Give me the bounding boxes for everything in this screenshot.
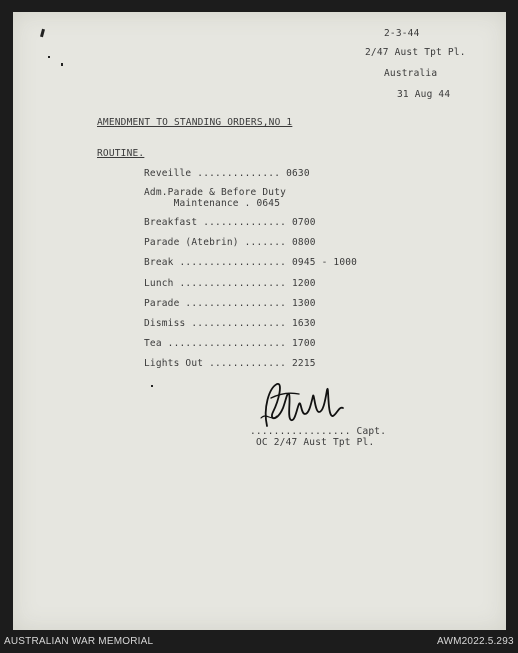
stray-mark <box>151 385 153 387</box>
routine-item: Adm.Parade & Before Duty <box>144 187 287 198</box>
routine-item: Parade (Atebrin) ....... 0800 <box>144 237 316 248</box>
signature-line: ................. Capt. <box>250 426 387 437</box>
stray-mark <box>40 29 45 38</box>
location: Australia <box>384 68 438 79</box>
document-title: AMENDMENT TO STANDING ORDERS,NO 1 <box>97 117 293 128</box>
routine-item: Parade ................. 1300 <box>144 298 316 309</box>
reference-number: 2-3-44 <box>384 28 420 39</box>
routine-item: Reveille .............. 0630 <box>144 168 310 179</box>
stray-mark <box>61 63 63 66</box>
footer-institution: AUSTRALIAN WAR MEMORIAL <box>4 636 154 647</box>
routine-item: Maintenance . 0645 <box>144 198 281 209</box>
section-title: ROUTINE. <box>97 148 145 159</box>
signatory-title: OC 2/47 Aust Tpt Pl. <box>256 437 375 448</box>
routine-item: Break .................. 0945 - 1000 <box>144 257 358 268</box>
routine-item: Breakfast .............. 0700 <box>144 217 316 228</box>
footer-accession-number: AWM2022.5.293 <box>437 636 514 647</box>
stray-mark <box>48 56 50 58</box>
document-page <box>13 12 506 630</box>
routine-item: Lunch .................. 1200 <box>144 278 316 289</box>
routine-item: Lights Out ............. 2215 <box>144 358 316 369</box>
routine-item: Tea .................... 1700 <box>144 338 316 349</box>
routine-item: Dismiss ................ 1630 <box>144 318 316 329</box>
unit-name: 2/47 Aust Tpt Pl. <box>365 47 466 58</box>
handwritten-signature <box>253 378 353 430</box>
document-date: 31 Aug 44 <box>397 89 451 100</box>
